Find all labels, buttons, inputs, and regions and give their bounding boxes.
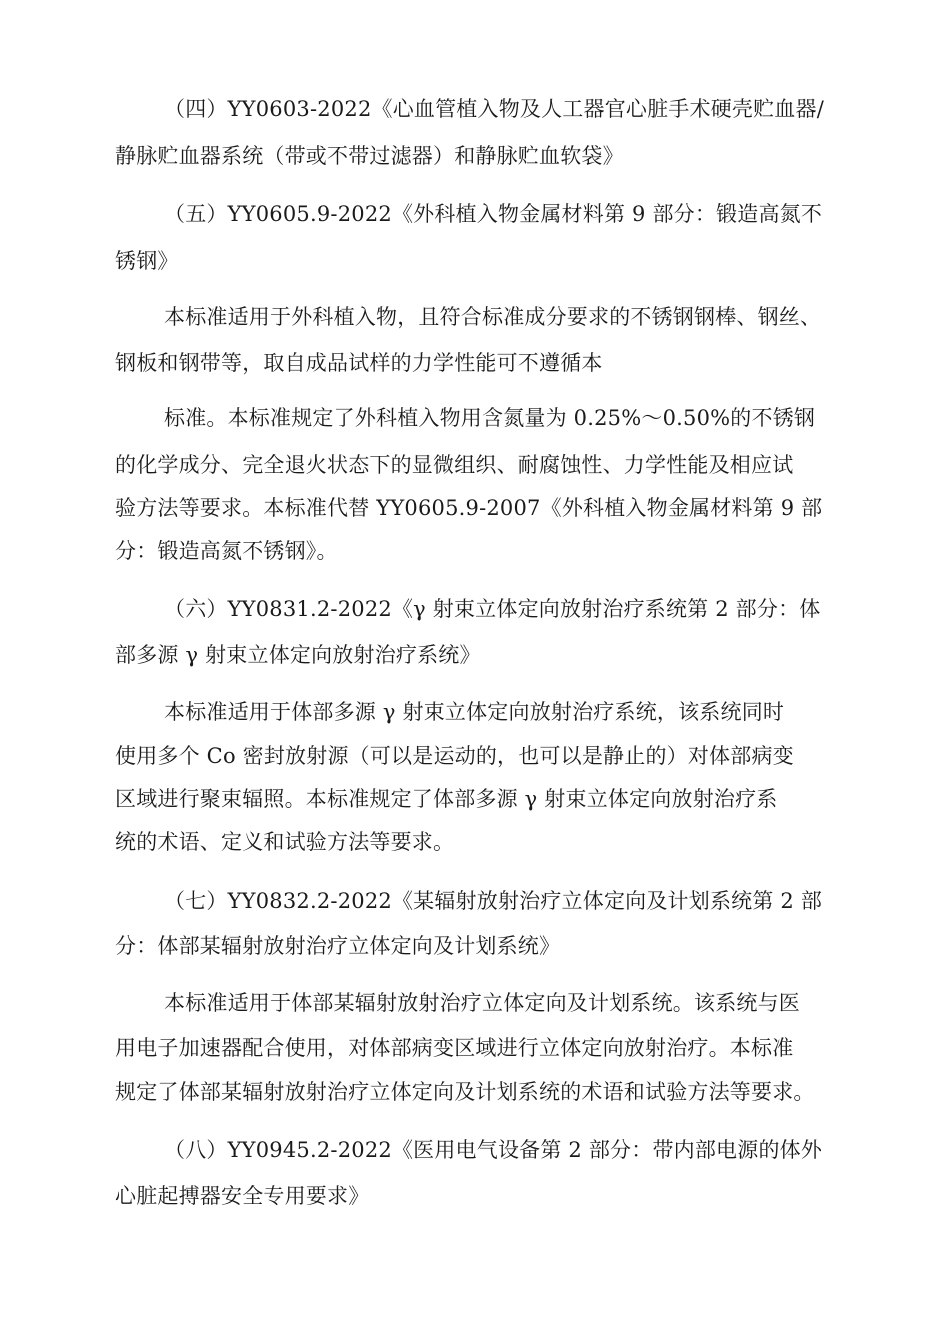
paragraph-6-line-3: 区域进行聚束辐照。本标准规定了体部多源 γ 射束立体定向放射治疗系	[115, 787, 778, 811]
paragraph-5a-line-2: 钢板和钢带等，取自成品试样的力学性能可不遵循本	[115, 351, 603, 375]
paragraph-7-line-2: 用电子加速器配合使用，对体部病变区域进行立体定向放射治疗。本标准	[115, 1036, 794, 1060]
paragraph-5a-line-1: 本标准适用于外科植入物，且符合标准成分要求的不锈钢钢棒、钢丝、	[164, 305, 822, 329]
paragraph-5b-line-4: 分：锻造高氮不锈钢》。	[115, 539, 338, 563]
paragraph-5b-line-1: 标准。本标准规定了外科植入物用含氮量为 0.25%～0.50%的不锈钢	[164, 406, 816, 430]
section-heading-4-line-1: （四）YY0603-2022《心血管植入物及人工器官心脏手术硬壳贮血器/	[164, 97, 824, 121]
paragraph-5b-line-3: 验方法等要求。本标准代替 YY0605.9-2007《外科植入物金属材料第 9 部	[115, 496, 823, 520]
section-heading-6-line-2: 部多源 γ 射束立体定向放射治疗系统》	[115, 643, 481, 667]
paragraph-5b-line-2: 的化学成分、完全退火状态下的显微组织、耐腐蚀性、力学性能及相应试	[115, 453, 794, 477]
section-heading-6-line-1: （六）YY0831.2-2022《γ 射束立体定向放射治疗系统第 2 部分：体	[164, 597, 821, 621]
section-heading-4-line-2: 静脉贮血器系统（带或不带过滤器）和静脉贮血软袋》	[115, 144, 624, 168]
section-heading-5-line-2: 锈钢》	[115, 249, 179, 273]
paragraph-7-line-3: 规定了体部某辐射放射治疗立体定向及计划系统的术语和试验方法等要求。	[115, 1080, 815, 1104]
paragraph-6-line-2: 使用多个 Co 密封放射源（可以是运动的，也可以是静止的）对体部病变	[115, 744, 794, 768]
section-heading-8-line-1: （八）YY0945.2-2022《医用电气设备第 2 部分：带内部电源的体外	[164, 1138, 823, 1162]
paragraph-6-line-4: 统的术语、定义和试验方法等要求。	[115, 830, 455, 854]
paragraph-7-line-1: 本标准适用于体部某辐射放射治疗立体定向及计划系统。该系统与医	[164, 991, 800, 1015]
section-heading-8-line-2: 心脏起搏器安全专用要求》	[115, 1184, 370, 1208]
paragraph-6-line-1: 本标准适用于体部多源 γ 射束立体定向放射治疗系统，该系统同时	[164, 700, 785, 724]
section-heading-5-line-1: （五）YY0605.9-2022《外科植入物金属材料第 9 部分：锻造高氮不	[164, 202, 823, 226]
section-heading-7-line-1: （七）YY0832.2-2022《某辐射放射治疗立体定向及计划系统第 2 部	[164, 889, 823, 913]
section-heading-7-line-2: 分：体部某辐射放射治疗立体定向及计划系统》	[115, 934, 561, 958]
